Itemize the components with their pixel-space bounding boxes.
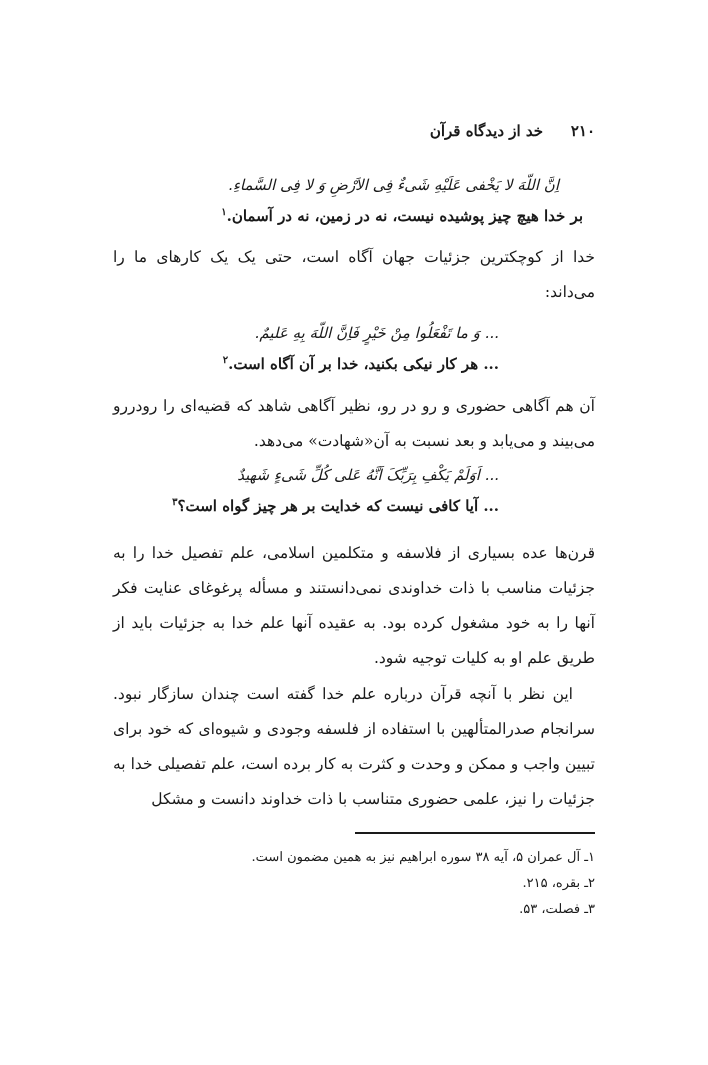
verse-translation	[113, 489, 499, 520]
verse-block-3	[113, 461, 595, 520]
translation-text: ... هر کار نیکی بکنید، خدا بر آن آگاه است.	[228, 355, 499, 373]
footnotes	[113, 845, 595, 923]
footnote-ref: ۳	[172, 497, 178, 508]
footnote-3: ۳ـ فصلت، ۵۳.	[519, 902, 595, 917]
footnote-2: ۲ـ بقره، ۲۱۵.	[522, 876, 595, 891]
page-header	[113, 122, 595, 146]
paragraph: این نظر با آنچه قرآن درباره علم خدا گفته است چندان سازگار نبود. سرانجام صدرالمتألهین با استفاده از فلسفه وجودی و شیوه‌ای که خود برای تبیین واجب و ممکن و وحدت و کثرت به کار برده است، علم تفصیلی خدا به جزئیات را نیز، علمی حضوری متناسب با ذات خداوند دانست و مشکل	[113, 685, 595, 808]
verse-translation	[113, 347, 499, 378]
footnote-1: ۱ـ آل عمران ۵، آیه ۳۸ سوره ابراهیم نیز به همین مضمون است.	[251, 850, 595, 865]
verse-arabic: ... وَ ما تَفْعَلُوا مِنْ خَیْرٍ فَاِنَّ اللّهَ بِهِ عَلیمٌ.	[254, 324, 499, 342]
paragraph: آن هم آگاهی حضوری و رو در رو، نظیر آگاهی شاهد که قضیه‌ای را رودررو می‌بیند و می‌یابد و بعد نسبت به آن«شهادت» می‌دهد.	[113, 397, 595, 450]
running-title: خد از دیدگاه قرآن	[429, 122, 543, 140]
paragraph: قرن‌ها عده بسیاری از فلاسفه و متکلمین اسلامی، علم تفصیل خدا را به جزئیات مناسب با ذات خداوندی نمی‌دانستند و مسأله پرغوغای عنایت فکر آنها را به خود مشغول کرده بود. به عقیده آنها علم خدا به جزئیات باید از طریق علم او به کلیات توجیه شود.	[113, 544, 595, 667]
footnote-ref: ۲	[222, 355, 229, 366]
verse-translation	[113, 199, 583, 230]
verse-arabic: اِنَّ اللّهَ لا یَخْفی عَلَیْهِ شَیءٌ فِی الاَرْضِ وَ لا فِی السَّماءِ.	[228, 176, 559, 194]
verse-block-2	[113, 319, 595, 378]
paragraph: خدا از کوچکترین جزئیات جهان آگاه است، حتی یک یک کارهای ما را می‌داند:	[113, 248, 595, 301]
verse-arabic: ... اَوَلَمْ یَکْفِ بِرَبِّکَ اَنَّهُ عَلی کُلِّ شَیءٍ شَهیدٌ	[237, 466, 499, 484]
translation-text: بر خدا هیچ چیز پوشیده نیست، نه در زمین، نه در آسمان.	[226, 207, 583, 225]
footnote-ref: ۱	[221, 207, 227, 218]
translation-text: ... آیا کافی نیست که خدایت بر هر چیز گواه است؟	[177, 497, 499, 515]
verse-block-1	[113, 171, 595, 230]
footnote-divider	[355, 832, 595, 834]
page-number: ۲۱۰	[570, 122, 595, 140]
